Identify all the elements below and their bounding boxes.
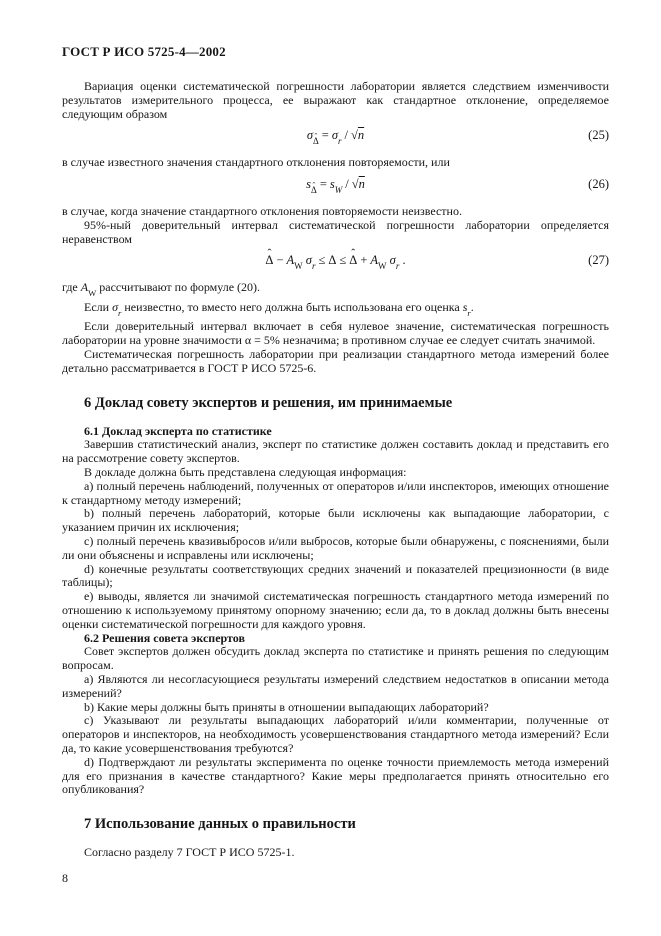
- formula-25: [62, 127, 609, 149]
- intro-paragraph-3: в случае, когда значение стандартного отклонения повторяемости неизвестно.: [62, 204, 462, 219]
- section-6-heading: 6 Доклад совету экспертов и решения, им принимаемые: [84, 394, 453, 411]
- list-item-a2: а) Являются ли несогласующиеся результаты измерений следствием недостатков в описании метода измерений?: [62, 672, 609, 700]
- list-item-d: d) конечные результаты соответствующих средних значений и показателей прецизионности (в виде таблицы);: [62, 561, 609, 590]
- paragraph-6-1-b: В докладе должна быть представлена следующая информация:: [84, 465, 407, 480]
- formula-26: [62, 176, 609, 198]
- list-item-d2: d) Подтверждают ли результаты эксперимента по оценке точности приемлемость метода измерений для его признания в качестве стандартного? Какие меры предполагается принять относительно его опубликования?: [62, 754, 609, 797]
- section-7-heading: 7 Использование данных о правильности: [84, 816, 356, 833]
- subsection-6-1-heading: 6.1 Доклад эксперта по статистике: [84, 423, 272, 438]
- list-item-a: а) полный перечень наблюдений, полученных от операторов и/или инспекторов, имеющих отношение к стандартному методу измерений;: [62, 478, 609, 507]
- list-item-b2: b) Какие меры должны быть приняты в отношении выпадающих лабораторий?: [84, 699, 489, 714]
- formula-27-body: Δ ˆ − $A_W$ $\sigma_r \le \Delta \le \Delta$ ˆ + $A_W$ $\sigma_r$ .: [265, 253, 405, 267]
- intro-paragraph-1: Вариация оценки систематической погрешности лаборатории является следствием изменчивости результатов измерительного процесса, ее выражают как стандартное отклонение, определяемое следующим образом: [62, 79, 609, 121]
- intro-paragraph-4: 95%-ный доверительный интервал систематической погрешности лаборатории определяется неравенством: [62, 217, 609, 246]
- intro-paragraph-6: Если $\sigma_r$ неизвестно, то вместо него должна быть использована его оценка $s_r$.: [84, 299, 474, 318]
- page-number: 8: [62, 870, 68, 885]
- formula-27: [62, 252, 609, 274]
- subsection-6-2-heading: 6.2 Решения совета экспертов: [84, 630, 245, 645]
- intro-paragraph-7: Если доверительный интервал включает в себя нулевое значение, систематическая погрешность лаборатории на уровне значимости α = 5% незначима; в противном случае ее следует считать значимой.: [62, 319, 609, 348]
- equation-number-27: (27): [588, 253, 609, 268]
- intro-paragraph-8: Систематическая погрешность лаборатории при реализации стандартного метода измерений более детально рассматривается в ГОСТ Р ИСО 5725-6.: [62, 347, 609, 375]
- equation-number-25: (25): [588, 128, 609, 143]
- paragraph-6-2-a: Совет экспертов должен обсудить доклад эксперта по статистике и принять решения по следующим вопросам.: [62, 644, 609, 673]
- list-item-c2: с) Указывают ли результаты выпадающих лабораторий и/или комментарии, полученные от операторов и инспекторов, на необходимость усовершенствования стандартного метода измерений? Если да, то какие усовершенствования требуются?: [62, 713, 609, 755]
- formula-26-body: sΔ ˆ = $s_W / √n$: [306, 177, 365, 191]
- equation-number-26: (26): [588, 177, 609, 192]
- intro-paragraph-5: где $A_W$ рассчитывают по формуле (20).: [62, 280, 261, 299]
- doc-number-header: ГОСТ Р ИСО 5725-4—2002: [62, 44, 226, 59]
- formula-25-body: σΔ ˆ = $\sigma_r / √n$: [307, 128, 364, 142]
- paragraph-6-1-a: Завершив статистический анализ, эксперт по статистике должен составить доклад и представить его на рассмотрение совету экспертов.: [62, 437, 609, 466]
- list-item-c: с) полный перечень квазивыбросов и/или выбросов, которые были обнаружены, с пояснениями, были ли они объяснены и исправлены или исключены;: [62, 534, 609, 562]
- list-item-e: е) выводы, является ли значимой систематическая погрешность стандартного метода измерений по отношению к используемому принятому опорному значению; если да, то в доклад должны быть внесены оценки систематической погрешности для каждого уровня.: [62, 589, 609, 631]
- list-item-b: b) полный перечень лабораторий, которые были исключены как выпадающие лаборатории, с указанием причин их исключения;: [62, 506, 609, 535]
- intro-paragraph-2: в случае известного значения стандартного отклонения повторяемости, или: [62, 155, 450, 170]
- paragraph-7-a: Согласно разделу 7 ГОСТ Р ИСО 5725-1.: [84, 845, 295, 860]
